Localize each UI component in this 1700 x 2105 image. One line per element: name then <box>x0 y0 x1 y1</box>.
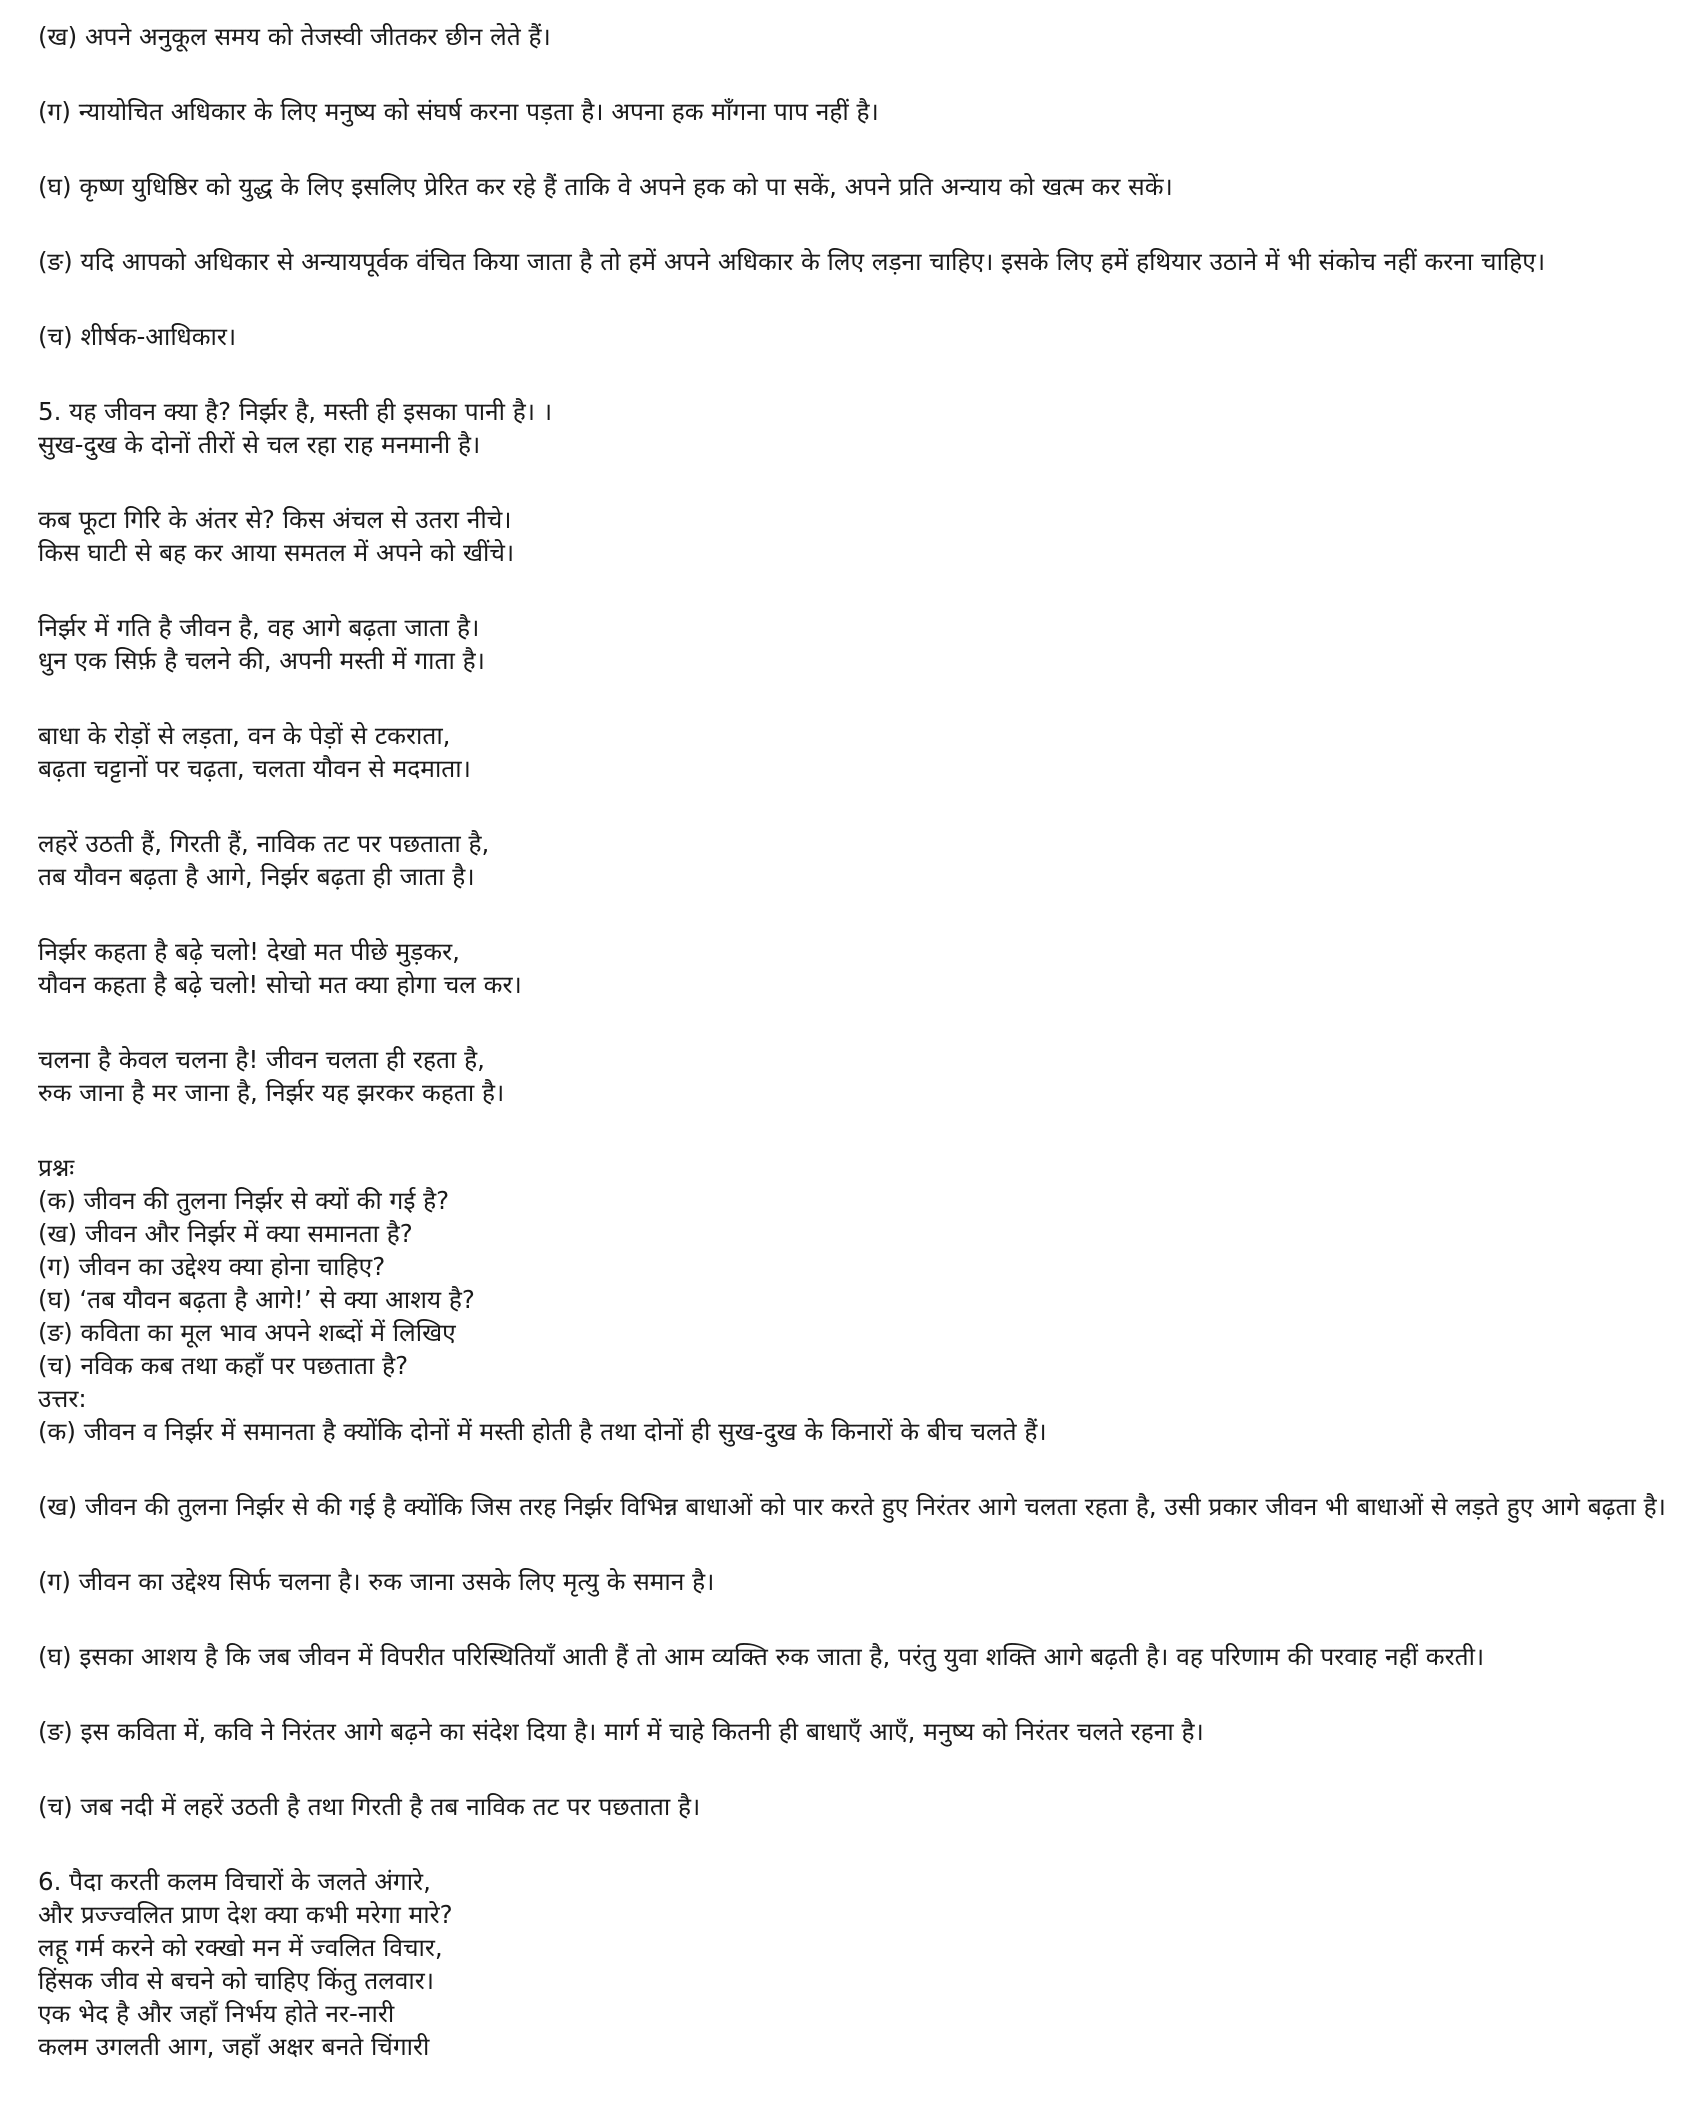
poem-line: लहरें उठती हैं, गिरती हैं, नाविक तट पर पछताता है, <box>38 829 490 858</box>
poem-line: चलना है केवल चलना है! जीवन चलता ही रहता है, <box>38 1045 485 1074</box>
poem-line: निर्झर में गति है जीवन है, वह आगे बढ़ता जाता है। <box>38 613 480 642</box>
answer-line: (च) शीर्षक-आधिकार। <box>38 322 237 351</box>
poem-line: 5. यह जीवन क्या है? निर्झर है, मस्ती ही इसका पानी है। । <box>38 397 553 426</box>
poem-line: 6. पैदा करती कलम विचारों के जलते अंगारे, <box>38 1867 431 1896</box>
poem-line: बाधा के रोड़ों से लड़ता, वन के पेड़ों से टकराता, <box>38 721 451 750</box>
answer-line: (ङ) इस कविता में, कवि ने निरंतर आगे बढ़ने का संदेश दिया है। मार्ग में चाहे कितनी ही बाधाएँ आएँ, मनुष्य को निरंतर चलते रहना है। <box>38 1717 1204 1746</box>
answers-heading: उत्तर: <box>38 1384 87 1413</box>
poem-line: लहू गर्म करने को रक्खो मन में ज्वलित विचार, <box>38 1933 443 1962</box>
poem-line: कलम उगलती आग, जहाँ अक्षर बनते चिंगारी <box>38 2032 430 2061</box>
poem-line: सुख-दुख के दोनों तीरों से चल रहा राह मनमानी है। <box>38 430 481 459</box>
poem-line: निर्झर कहता है बढ़े चलो! देखो मत पीछे मुड़कर, <box>38 937 460 966</box>
answer-line: (क) जीवन व निर्झर में समानता है क्योंकि दोनों में मस्ती होती है तथा दोनों ही सुख-दुख के किनारों के बीच चलते हैं। <box>38 1417 1047 1446</box>
answer-line: (ख) जीवन की तुलना निर्झर से की गई है क्योंकि जिस तरह निर्झर विभिन्न बाधाओं को पार करते हुए निरंतर आगे चलता रहता है, उसी प्रकार जीवन भी बाधाओं से लड़ते हुए आगे बढ़ता है। <box>38 1492 1666 1521</box>
answer-line: (ङ) यदि आपको अधिकार से अन्यायपूर्वक वंचित किया जाता है तो हमें अपने अधिकार के लिए लड़ना चाहिए। इसके लिए हमें हथियार उठाने में भी संकोच नहीं करना चाहिए। <box>38 247 1546 276</box>
answer-line: (ग) जीवन का उद्देश्य सिर्फ चलना है। रुक जाना उसके लिए मृत्यु के समान है। <box>38 1567 715 1596</box>
document-page <box>38 20 1688 2063</box>
question-line: (च) नविक कब तथा कहाँ पर पछताता है? <box>38 1351 409 1380</box>
poem-line: कब फूटा गिरि के अंतर से? किस अंचल से उतरा नीचे। <box>38 505 512 534</box>
answer-line: (ग) न्यायोचित अधिकार के लिए मनुष्य को संघर्ष करना पड़ता है। अपना हक माँगना पाप नहीं है। <box>38 97 879 126</box>
poem-line: तब यौवन बढ़ता है आगे, निर्झर बढ़ता ही जाता है। <box>38 862 475 891</box>
answer-line: (घ) इसका आशय है कि जब जीवन में विपरीत परिस्थितियाँ आती हैं तो आम व्यक्ति रुक जाता है, परंतु युवा शक्ति आगे बढ़ती है। वह परिणाम की परवाह नहीं करती। <box>38 1642 1485 1671</box>
poem-line: बढ़ता चट्टानों पर चढ़ता, चलता यौवन से मदमाता। <box>38 754 471 783</box>
poem-line: धुन एक सिर्फ़ है चलने की, अपनी मस्ती में गाता है। <box>38 646 485 675</box>
poem-line: और प्रज्ज्वलित प्राण देश क्या कभी मरेगा मारे? <box>38 1900 453 1929</box>
poem-line: एक भेद है और जहाँ निर्भय होते नर-नारी <box>38 1999 395 2028</box>
question-line: (क) जीवन की तुलना निर्झर से क्यों की गई है? <box>38 1186 450 1215</box>
question-line: (घ) ‘तब यौवन बढ़ता है आगे!’ से क्या आशय है? <box>38 1285 475 1314</box>
questions-heading: प्रश्नः <box>38 1153 75 1182</box>
poem-line: रुक जाना है मर जाना है, निर्झर यह झरकर कहता है। <box>38 1078 505 1107</box>
question-line: (ख) जीवन और निर्झर में क्या समानता है? <box>38 1219 413 1248</box>
answer-line: (घ) कृष्ण युधिष्ठिर को युद्ध के लिए इसलिए प्रेरित कर रहे हैं ताकि वे अपने हक को पा सकें, अपने प्रति अन्याय को खत्म कर सकें। <box>38 172 1173 201</box>
poem-line: हिंसक जीव से बचने को चाहिए किंतु तलवार। <box>38 1966 435 1995</box>
question-line: (ग) जीवन का उद्देश्य क्या होना चाहिए? <box>38 1252 386 1281</box>
poem-line: किस घाटी से बह कर आया समतल में अपने को खींचे। <box>38 538 515 567</box>
answer-line: (ख) अपने अनुकूल समय को तेजस्वी जीतकर छीन लेते हैं। <box>38 22 551 51</box>
question-line: (ङ) कविता का मूल भाव अपने शब्दों में लिखिए <box>38 1318 456 1347</box>
poem-line: यौवन कहता है बढ़े चलो! सोचो मत क्या होगा चल कर। <box>38 970 522 999</box>
answer-line: (च) जब नदी में लहरें उठती है तथा गिरती है तब नाविक तट पर पछताता है। <box>38 1792 701 1821</box>
